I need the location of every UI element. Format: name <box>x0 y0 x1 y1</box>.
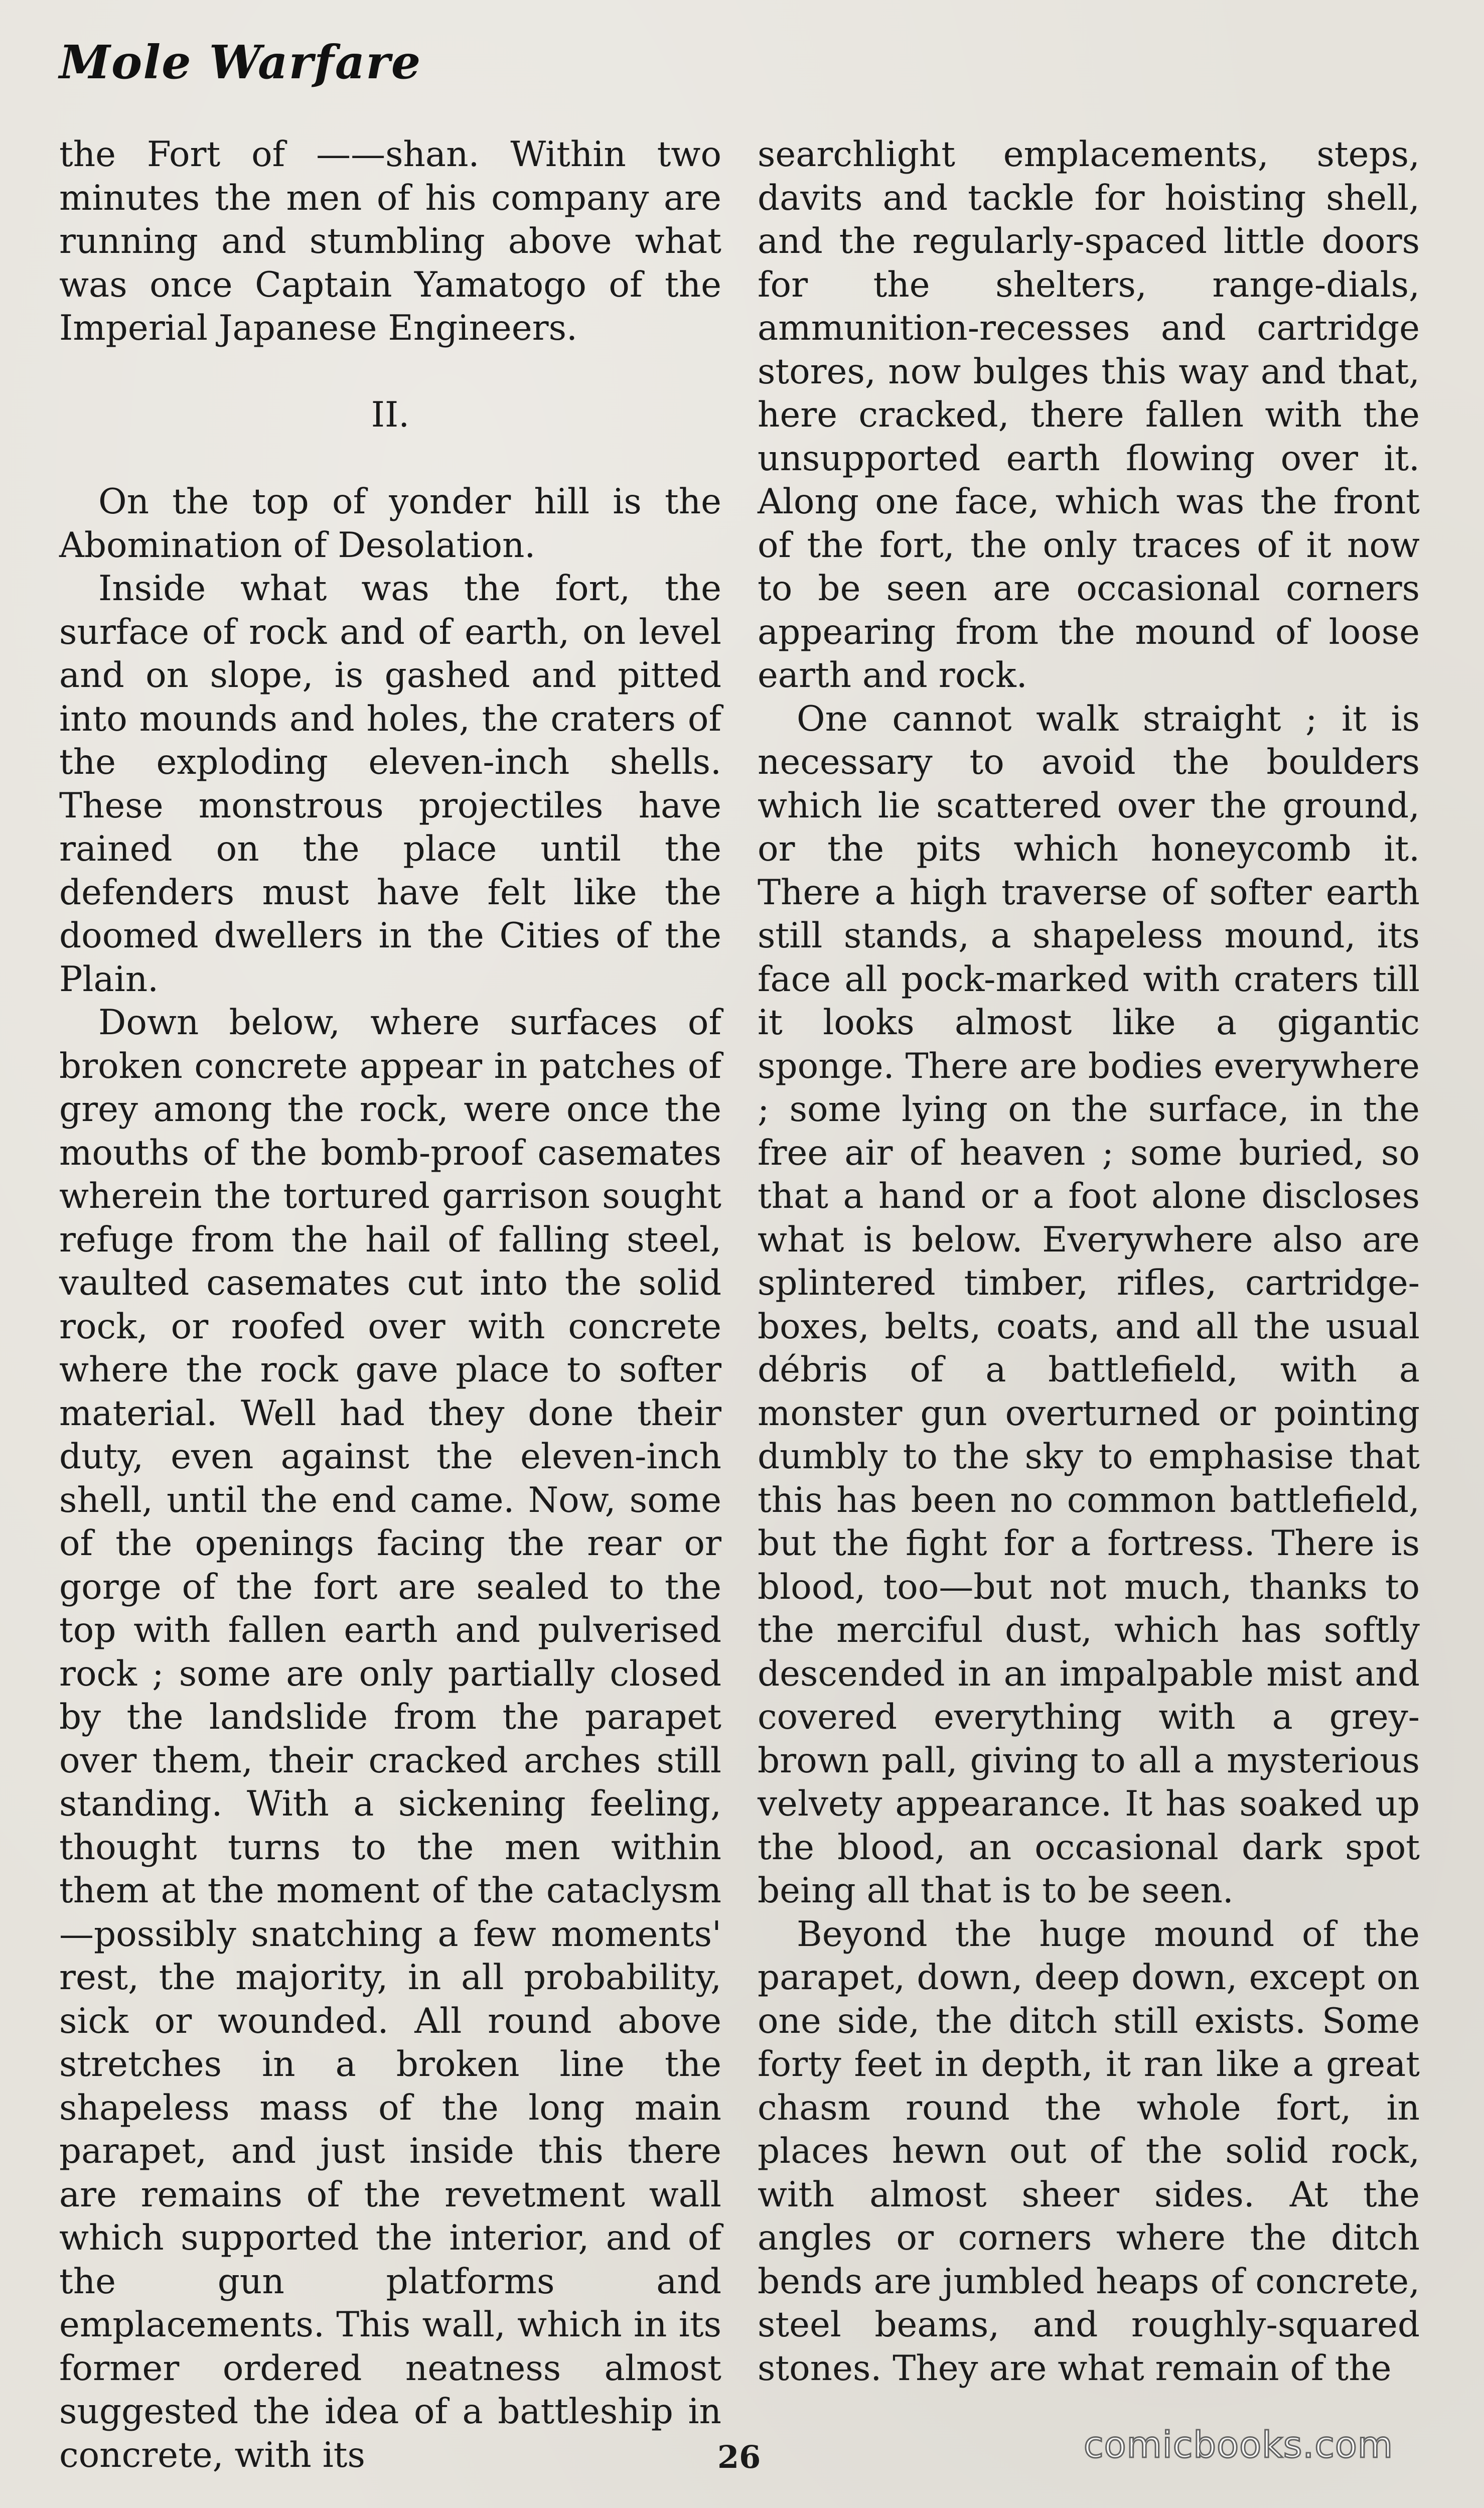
paragraph: Down below, where surfaces of broken concrete appear in patches of grey among the rock, were once the mouths of the bomb-proof casemates wherein the tortured garrison sought refuge from the hail of falling steel, vaulted casemates cut into the solid rock, or roofed over with concrete where the rock gave place to softer material. Well had they done their duty, even against the eleven-inch shell, until the end came. Now, some of the openings facing the rear or gorge of the fort are sealed to the top with fallen earth and pulverised rock ; some are only partially closed by the landslide from the parapet over them, their cracked arches still standing. With a sickening feeling, thought turns to the men within them at the moment of the cataclysm —possibly snatching a few moments' rest, the majority, in all probability, sick or wounded. All round above stretches in a broken line the shapeless mass of the long main parapet, and just inside this there are remains of the revetment wall which supported the interior, and of the gun platforms and emplacements. This wall, which in its former ordered neatness almost suggested the idea of a battleship in concrete, with its <box>59 1003 721 2475</box>
paragraph: On the top of yonder hill is the Abomination of Desolation. <box>59 482 721 566</box>
section-heading: II. <box>371 395 410 435</box>
watermark-logo: comicbooks.com <box>1084 2424 1394 2466</box>
page-number: 26 <box>717 2439 761 2475</box>
paragraph: Inside what was the fort, the surface of rock and of earth, on level and on slope, is gashed and pitted into mounds and holes, the craters of the exploding eleven-inch shells. These monstrous projectiles have rained on the place until the defenders must have felt like the doomed dwellers in the Cities of the Plain. <box>59 569 721 1000</box>
left-column <box>59 133 721 2477</box>
paragraph: the Fort of ——shan. Within two minutes the men of his company are running and stumbling above what was once Captain Yamatogo of the Imperial Japanese Engineers. <box>59 134 721 348</box>
paragraph: One cannot walk straight ; it is necessary to avoid the boulders which lie scattered over the ground, or the pits which honeycomb it. There a high traverse of softer earth still stands, a shapeless mound, its face all pock-marked with craters till it looks almost like a gigantic sponge. There are bodies everywhere ; some lying on the surface, in the free air of heaven ; some buried, so that a hand or a foot alone discloses what is below. Everywhere also are splintered timber, rifles, cartridge-boxes, belts, coats, and all the usual débris of a battlefield, with a monster gun overturned or pointing dumbly to the sky to emphasise that this has been no common battlefield, but the fight for a fortress. There is blood, too—but not much, thanks to the merciful dust, which has softly descended in an impalpable mist and covered everything with a grey-brown pall, giving to all a mysterious velvety appearance. It has soaked up the blood, an occasional dark spot being all that is to be seen. <box>758 699 1420 1911</box>
paragraph: searchlight emplacements, steps, davits and tackle for hoisting shell, and the regularly-spaced little doors for the shelters, range-dials, ammunition-recesses and cartridge stores, now bulges this way and that, here cracked, there fallen with the unsupported earth flowing over it. Along one face, which was the front of the fort, the only traces of it now to be seen are occasional corners appearing from the mound of loose earth and rock. <box>758 134 1420 695</box>
right-column <box>758 133 1420 2390</box>
article-title: Mole Warfare <box>59 35 422 89</box>
paragraph: Beyond the huge mound of the parapet, down, deep down, except on one side, the ditch still exists. Some forty feet in depth, it ran like a great chasm round the whole fort, in places hewn out of the solid rock, with almost sheer sides. At the angles or corners where the ditch bends are jumbled heaps of concrete, steel beams, and roughly-squared stones. They are what remain of the <box>758 1914 1420 2389</box>
